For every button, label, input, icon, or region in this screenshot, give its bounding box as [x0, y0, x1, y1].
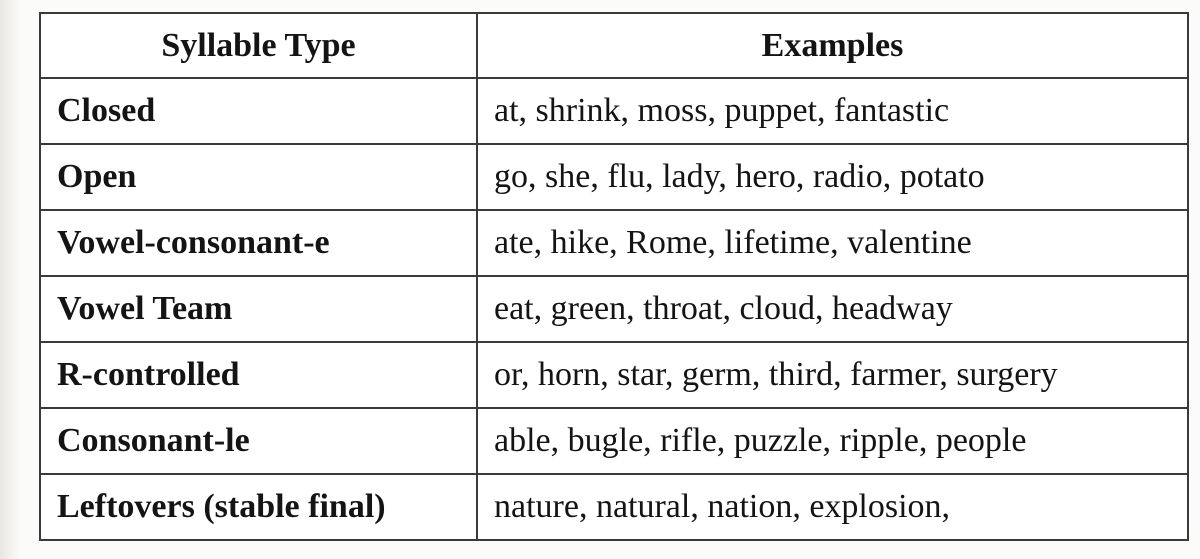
examples-cell: or, horn, star, germ, third, farmer, surgery	[477, 342, 1188, 408]
table-row	[40, 210, 1188, 276]
syllable-type-cell: Consonant-le	[40, 408, 477, 474]
table-row	[40, 144, 1188, 210]
table-row	[40, 276, 1188, 342]
header-syllable-type: Syllable Type	[40, 13, 477, 78]
syllable-type-cell: R-controlled	[40, 342, 477, 408]
examples-cell: eat, green, throat, cloud, headway	[477, 276, 1188, 342]
syllable-type-cell: Open	[40, 144, 477, 210]
examples-cell: nature, natural, nation, explosion,	[477, 474, 1188, 540]
syllable-type-cell: Closed	[40, 78, 477, 144]
examples-cell: ate, hike, Rome, lifetime, valentine	[477, 210, 1188, 276]
table-header-row	[40, 13, 1188, 78]
table-row	[40, 342, 1188, 408]
syllable-types-table	[39, 12, 1189, 541]
header-examples: Examples	[477, 13, 1188, 78]
table-row	[40, 474, 1188, 540]
table-row	[40, 78, 1188, 144]
page-edge-shadow	[0, 0, 20, 559]
syllable-type-cell: Vowel Team	[40, 276, 477, 342]
syllable-type-cell: Leftovers (stable final)	[40, 474, 477, 540]
examples-cell: go, she, flu, lady, hero, radio, potato	[477, 144, 1188, 210]
examples-cell: able, bugle, rifle, puzzle, ripple, people	[477, 408, 1188, 474]
examples-cell: at, shrink, moss, puppet, fantastic	[477, 78, 1188, 144]
table-row	[40, 408, 1188, 474]
syllable-type-cell: Vowel-consonant-e	[40, 210, 477, 276]
